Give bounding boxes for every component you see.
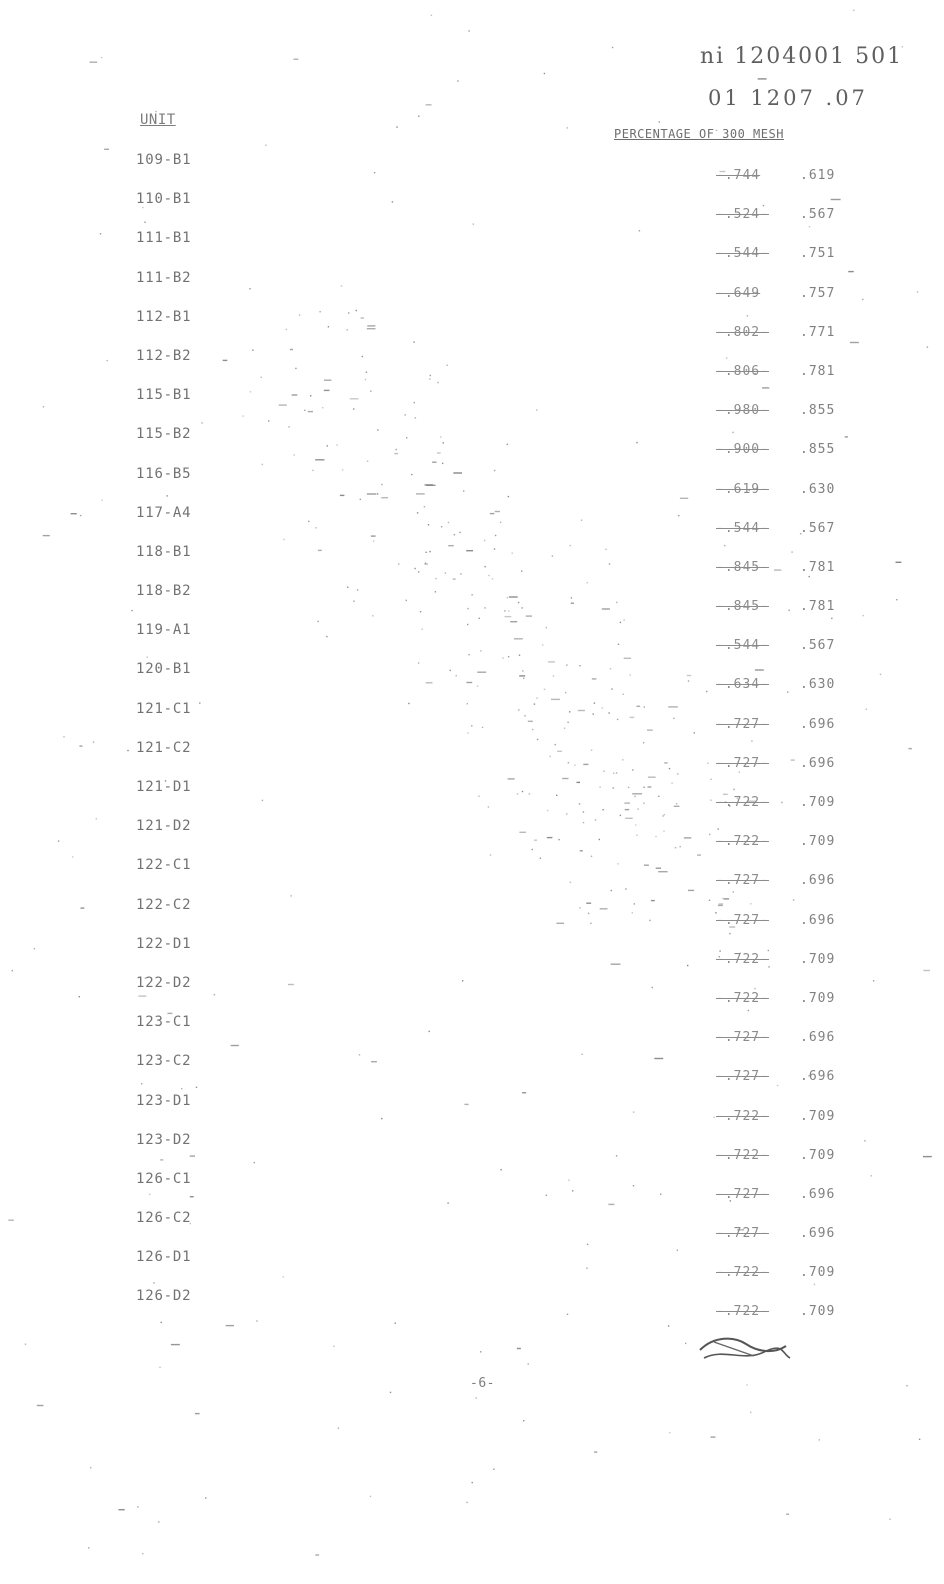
value-row	[716, 599, 835, 638]
header-line-1: ni 1204001 501	[700, 44, 904, 69]
unit-cell: 121-D1	[136, 779, 192, 795]
unit-list	[136, 152, 191, 1328]
unit-cell: 122-D2	[136, 974, 192, 991]
percentage-value: .567	[800, 520, 836, 536]
unit-cell: 117-A4	[136, 504, 192, 521]
unit-cell: 121-D2	[136, 818, 192, 835]
value-row	[716, 364, 835, 403]
struck-value: -.722-	[716, 1108, 769, 1124]
struck-value: -.619-	[716, 481, 769, 497]
value-row	[716, 1109, 835, 1148]
value-row	[716, 1148, 835, 1187]
value-row	[716, 952, 835, 991]
struck-value: -.727-	[716, 1069, 769, 1085]
percentage-value: .696	[800, 873, 836, 889]
unit-cell: 126-D2	[136, 1288, 192, 1305]
struck-value: -.722-	[716, 1147, 769, 1163]
value-row	[716, 1187, 835, 1226]
struck-value: -.727-	[716, 912, 769, 928]
unit-cell: 123-C1	[136, 1014, 192, 1031]
value-row	[716, 873, 835, 912]
value-row	[716, 1226, 835, 1265]
unit-cell: 118-B1	[136, 543, 192, 560]
unit-cell: 121-C2	[136, 739, 192, 756]
struck-value: -.845-	[716, 559, 769, 575]
percentage-value: .781	[800, 559, 836, 575]
percentage-value: .757	[800, 285, 836, 301]
value-row	[716, 795, 835, 834]
value-row	[716, 207, 835, 246]
page-number: -6-	[470, 1376, 495, 1391]
unit-cell: 123-D1	[136, 1092, 192, 1109]
unit-cell: 118-B2	[136, 583, 192, 600]
unit-cell: 115-B2	[136, 426, 192, 443]
unit-column-header: UNIT	[140, 112, 176, 128]
struck-value: -.722-	[716, 834, 769, 850]
unit-cell: 109-B1	[136, 152, 192, 168]
value-row	[716, 991, 835, 1030]
value-row	[716, 756, 835, 795]
struck-value: -.727-	[716, 716, 769, 732]
struck-value: -.727-	[716, 755, 769, 771]
percentage-value: .696	[800, 755, 836, 771]
value-list	[716, 168, 835, 1344]
value-row	[716, 168, 835, 207]
percentage-value: .709	[800, 1304, 836, 1320]
unit-cell: 121-C1	[136, 700, 192, 717]
struck-value: -.722-	[716, 990, 769, 1006]
value-row	[716, 325, 835, 364]
value-row	[716, 834, 835, 873]
percentage-value: .709	[800, 951, 836, 967]
struck-value: -.744	[716, 168, 761, 183]
value-row	[716, 1069, 835, 1108]
percentage-value: .696	[800, 716, 836, 732]
value-row	[716, 521, 835, 560]
percentage-value: .709	[800, 1147, 836, 1163]
struck-value: -.722-	[716, 795, 769, 810]
unit-cell: 115-B1	[136, 387, 192, 404]
struck-value: -.845-	[716, 599, 769, 615]
unit-cell: 112-B1	[136, 308, 192, 325]
percentage-value: .630	[800, 481, 836, 497]
struck-value: -.727-	[716, 873, 769, 889]
struck-value: -.544-	[716, 246, 769, 262]
percentage-value: .709	[800, 1108, 836, 1124]
percentage-value: .709	[800, 795, 836, 810]
value-row	[716, 638, 835, 677]
struck-value: -.727-	[716, 1186, 769, 1202]
value-row	[716, 677, 835, 716]
value-row	[716, 403, 835, 442]
unit-cell: 119-A1	[136, 622, 192, 639]
percentage-value: .630	[800, 677, 836, 693]
percentage-value: .751	[800, 246, 836, 262]
percentage-value: .781	[800, 599, 836, 615]
unit-cell: 110-B1	[136, 191, 192, 208]
unit-cell: 126-D1	[136, 1249, 192, 1266]
percentage-value: .696	[800, 1226, 836, 1242]
value-row	[716, 482, 835, 521]
value-row	[716, 560, 835, 599]
struck-value: -.727-	[716, 1030, 769, 1046]
percentage-value: .696	[800, 1030, 836, 1046]
percentage-value: .696	[800, 1186, 836, 1202]
percentage-value: .567	[800, 638, 836, 654]
percentage-value: .855	[800, 403, 836, 419]
struck-value: -.634-	[716, 677, 769, 693]
percentage-value: .567	[800, 207, 836, 223]
percentage-value: .696	[800, 1069, 836, 1085]
unit-cell: 116-B5	[136, 465, 192, 482]
struck-value: -.727-	[716, 1226, 769, 1242]
percentage-value: .709	[800, 1265, 836, 1281]
struck-value: -.802-	[716, 324, 769, 340]
value-row	[716, 1030, 835, 1069]
unit-cell: 123-D2	[136, 1131, 192, 1148]
percentage-value: .781	[800, 363, 836, 379]
struck-value: -.544-	[716, 520, 769, 536]
unit-cell: 123-C2	[136, 1053, 192, 1070]
percentage-value: .771	[800, 324, 836, 340]
value-row	[716, 246, 835, 285]
struck-value: -.806-	[716, 363, 769, 379]
percentage-value: .709	[800, 990, 836, 1006]
percentage-value: .619	[800, 168, 836, 183]
unit-cell: 126-C2	[136, 1210, 192, 1227]
column-heading-percentage: PERCENTAGE OF 300 MESH	[614, 127, 784, 141]
signature-scribble	[694, 1328, 794, 1368]
unit-cell: 111-B2	[136, 269, 192, 286]
struck-value: -.980-	[716, 403, 769, 419]
value-row	[716, 442, 835, 481]
struck-value: -.722-	[716, 1304, 769, 1320]
value-row	[716, 717, 835, 756]
struck-value: -.524-	[716, 207, 769, 223]
value-row	[716, 1265, 835, 1304]
unit-cell: 120-B1	[136, 661, 192, 678]
unit-cell: 112-B2	[136, 347, 192, 364]
value-row	[716, 286, 835, 325]
unit-cell: 122-C1	[136, 857, 192, 874]
unit-cell: 122-D1	[136, 935, 192, 952]
struck-value: -.722-	[716, 951, 769, 967]
percentage-value: .709	[800, 834, 836, 850]
struck-value: -.900-	[716, 442, 769, 458]
struck-value: -.544-	[716, 638, 769, 654]
struck-value: -.649	[716, 285, 761, 301]
struck-value: -.722-	[716, 1265, 769, 1281]
unit-cell: 122-C2	[136, 896, 192, 913]
percentage-value: .696	[800, 912, 836, 928]
unit-cell: 126-C1	[136, 1170, 192, 1187]
percentage-value: .855	[800, 442, 836, 458]
header-line-2: 01 1207 .07	[708, 86, 868, 110]
unit-cell: 111-B1	[136, 230, 192, 247]
value-row	[716, 913, 835, 952]
